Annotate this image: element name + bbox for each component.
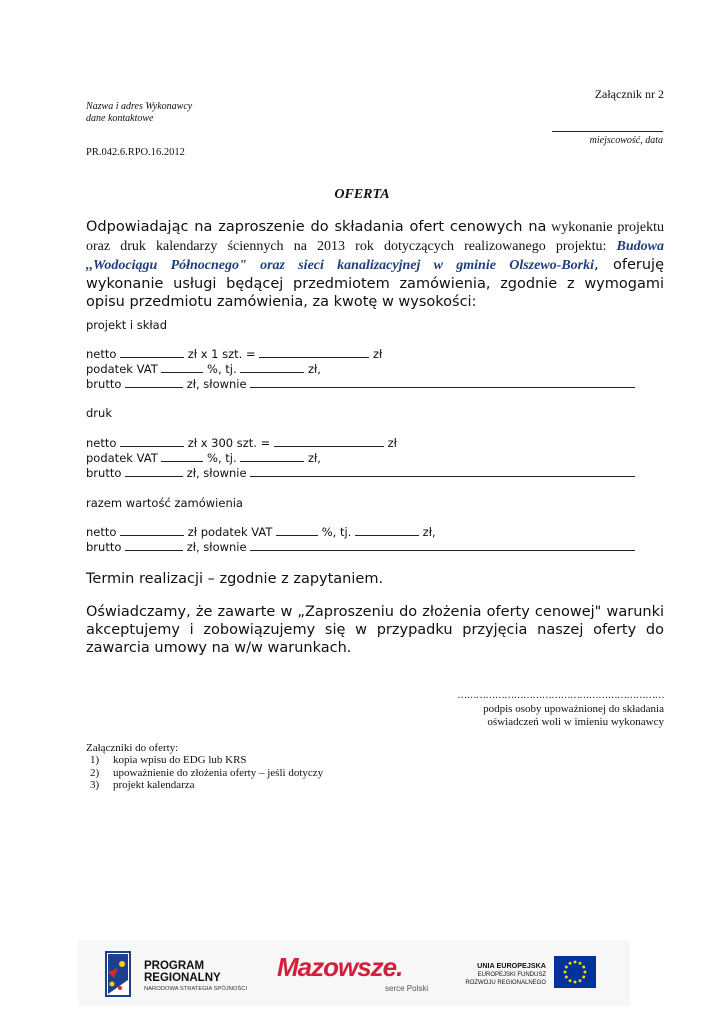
brutto-field[interactable] <box>125 540 183 551</box>
vat-amount-field[interactable] <box>240 451 304 462</box>
section-project-heading: projekt i skład <box>86 318 168 332</box>
program-regionalny-text <box>144 960 221 984</box>
list-item <box>90 779 323 792</box>
print-brutto-row <box>86 466 635 480</box>
list-text: kopia wpisu do EDG lub KRS <box>113 754 247 766</box>
in-words-field[interactable] <box>250 466 635 477</box>
in-words-label: zł, słownie <box>186 377 247 391</box>
brutto-label: brutto <box>86 377 122 391</box>
brutto-field[interactable] <box>125 377 183 388</box>
netto-field[interactable] <box>120 347 184 358</box>
vat-percent-field[interactable] <box>161 451 203 462</box>
intro-part1: Odpowiadając na zaproszenie do składania ofert cenowych na <box>86 219 547 235</box>
vat-label: podatek VAT <box>86 362 158 376</box>
netto-total-field[interactable] <box>274 436 384 447</box>
brutto-label: brutto <box>86 540 122 554</box>
print-netto-row <box>86 436 397 450</box>
section-total-heading: razem wartość zamówienia <box>86 496 243 510</box>
eu-line1: UNIA EUROPEJSKA <box>477 961 546 970</box>
eu-line2: EUROPEJSKI FUNDUSZ <box>477 971 546 978</box>
netto-label: netto <box>86 525 117 539</box>
vat-amount-field[interactable] <box>355 525 419 536</box>
intro-part3: , oferuję wykonanie usługi będącej przedmiotem zamówienia, zgodnie z wymogami opisu przedmiotu zamówienia, za kwotę w wysokości: <box>86 257 665 310</box>
brutto-field[interactable] <box>125 466 183 477</box>
total-netto-row <box>86 525 436 539</box>
attachments-heading: Załączniki do oferty: <box>86 742 179 754</box>
eu-text <box>462 962 546 988</box>
netto-field[interactable] <box>120 525 184 536</box>
page-title: OFERTA <box>334 187 390 202</box>
project-name: Budowa ,,Wodociągu Północnego" oraz sieci kanalizacyjnej w gminie Olszewo-Borki <box>86 239 664 273</box>
netto-field[interactable] <box>120 436 184 447</box>
vat-label: zł podatek VAT <box>187 525 273 539</box>
mazowsze-logo: Mazowsze. <box>277 952 403 982</box>
list-number: 2) <box>90 766 100 779</box>
list-number: 3) <box>90 779 100 791</box>
in-words-label: zł, słownie <box>186 466 247 480</box>
brutto-label: brutto <box>86 466 122 480</box>
program-line1: PROGRAM <box>144 960 205 972</box>
vat-amount-field[interactable] <box>240 362 304 373</box>
zl-label: zł, <box>307 362 321 376</box>
signature-dots: ………………………………………………………… <box>457 690 664 701</box>
project-vat-row <box>86 362 321 376</box>
project-brutto-row <box>86 377 635 391</box>
declaration-text: Oświadczamy, że zawarte w „Zaproszeniu do złożenia oferty cenowej" warunki akceptujemy i zobowiązujemy się w przypadku przyjęcia naszej oferty do zawarcia umowy na w/w warunkach. <box>86 604 664 656</box>
netto-label: netto <box>86 436 117 450</box>
in-words-field[interactable] <box>250 377 635 388</box>
mazowsze-sub: serce Polski <box>385 984 429 993</box>
intro-part2: wykonanie projektu oraz druk kalendarzy ściennych na 2013 rok dotyczących realizowanego projektu: <box>86 220 664 254</box>
print-vat-row <box>86 451 321 465</box>
list-item <box>90 767 323 780</box>
list-item <box>90 754 323 767</box>
eu-flag-icon <box>554 956 596 988</box>
signature-line1: podpis osoby upoważnionej do składania <box>483 703 664 715</box>
place-date-label: miejscowość, data <box>589 135 663 146</box>
vat-percent-field[interactable] <box>276 525 318 536</box>
contact-data-label: dane kontaktowe <box>86 113 154 124</box>
in-words-label: zł, słownie <box>186 540 247 554</box>
attachments-list <box>90 754 323 792</box>
percent-label: %, tj. <box>321 525 352 539</box>
total-brutto-row <box>86 540 635 554</box>
unit-label: zł x 1 szt. = <box>187 347 256 361</box>
netto-total-field[interactable] <box>259 347 369 358</box>
place-date-line <box>552 131 663 132</box>
intro-paragraph <box>86 218 664 311</box>
zl-label: zł, <box>422 525 436 539</box>
unit-label: zł x 300 szt. = <box>187 436 271 450</box>
reference-number: PR.042.6.RPO.16.2012 <box>86 147 185 158</box>
vat-percent-field[interactable] <box>161 362 203 373</box>
signature-line2: oświadczeń woli w imieniu wykonawcy <box>487 716 664 728</box>
program-regionalny-logo-icon <box>104 950 132 998</box>
contractor-name-label: Nazwa i adres Wykonawcy <box>86 101 193 112</box>
program-sub: NARODOWA STRATEGIA SPÓJNOŚCI <box>144 986 248 992</box>
project-netto-row <box>86 347 382 361</box>
deadline-text: Termin realizacji – zgodnie z zapytaniem. <box>86 571 384 587</box>
vat-label: podatek VAT <box>86 451 158 465</box>
list-text: upoważnienie do złożenia oferty – jeśli dotyczy <box>113 766 324 779</box>
zl-label: zł <box>372 347 383 361</box>
list-text: projekt kalendarza <box>113 779 195 791</box>
eu-line3: ROZWOJU REGIONALNEGO <box>465 980 546 986</box>
netto-label: netto <box>86 347 117 361</box>
in-words-field[interactable] <box>250 540 635 551</box>
section-print-heading: druk <box>86 406 112 420</box>
program-line2: REGIONALNY <box>144 972 221 984</box>
percent-label: %, tj. <box>207 362 237 376</box>
attachment-number: Załącznik nr 2 <box>594 87 664 101</box>
logos-footer <box>78 940 630 1006</box>
percent-label: %, tj. <box>207 451 237 465</box>
zl-label: zł, <box>307 451 321 465</box>
zl-label: zł <box>387 436 397 450</box>
list-number: 1) <box>90 754 100 766</box>
